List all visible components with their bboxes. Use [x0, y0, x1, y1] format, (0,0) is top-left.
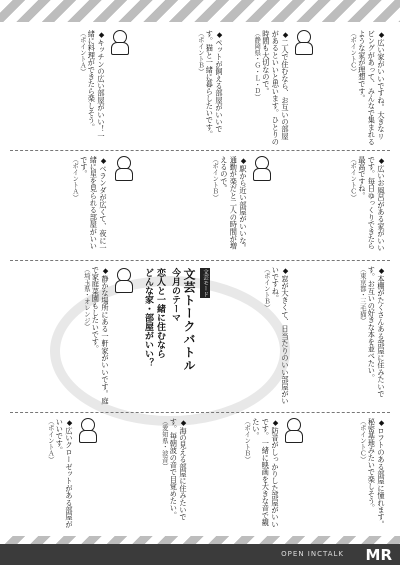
- reader-post: [296, 266, 386, 408]
- reader-post: [134, 30, 224, 146]
- post-text: ◆ベランダが広くて、夜に一緒に星を見られる部屋がいいです。: [79, 156, 108, 252]
- post-author: （ポイントＢ）: [262, 266, 271, 311]
- reader-post: [138, 156, 248, 256]
- top-stripe-border: [0, 0, 400, 22]
- post-text: ◆広い家がいいですね。大きなリビングがあって、みんなで集まれるような家が理想です。: [357, 30, 386, 146]
- post-author: （ポイントＣ）: [349, 30, 358, 75]
- page-body: [10, 26, 390, 532]
- post-author: （愛知県・波音）: [160, 418, 169, 470]
- post-text: ◆広いクローゼットがある部屋がいいです。: [55, 418, 74, 528]
- post-author: （ポイントＢ）: [196, 30, 205, 75]
- reader-post: [102, 418, 188, 528]
- footer-tag: OPEN INCTALK: [281, 550, 344, 558]
- post-text: ◆駅から近い部屋がいいな。通勤が楽だと二人の時間が増えるので。: [219, 156, 248, 252]
- post-author: （ポイントＣ）: [349, 156, 358, 201]
- reader-post: [14, 418, 74, 528]
- post-text: ◆防音がしっかりした部屋がいいです。一緒に映画を大きな音で観たい。: [251, 418, 280, 528]
- avatar: [252, 156, 270, 180]
- post-author: （東京都・三毛猫）: [358, 266, 367, 324]
- post-text: ◆ロフトのある部屋に憧れます。秘密基地みたいで楽しそう。: [367, 418, 386, 528]
- reader-post-band-2: [10, 152, 390, 261]
- reader-post: [194, 418, 280, 528]
- feature-title: 文芸トークバトル: [182, 268, 196, 372]
- avatar: [114, 268, 132, 292]
- post-author: （ポイントＢ）: [211, 156, 220, 201]
- post-author: （ポイントＡ）: [71, 156, 80, 201]
- post-author: （ポイントＡ）: [46, 418, 55, 463]
- bottom-stripe-border: [0, 536, 400, 544]
- footer-logo: MR: [365, 546, 392, 564]
- feature-question-line-2: どんな家・部屋がいい？: [143, 268, 153, 367]
- post-author: （静岡県・Ｇ・Ｌ・Ｄ）: [253, 30, 262, 101]
- avatar: [78, 418, 96, 442]
- reader-post: [14, 266, 110, 408]
- avatar: [284, 418, 302, 442]
- feature-series-label: 文芸モード: [202, 269, 208, 297]
- feature-question-line-1: 恋人と一緒に住むなら: [155, 268, 165, 358]
- reader-post-band-3: [10, 262, 390, 413]
- reader-post-band-4: [10, 414, 390, 532]
- post-text: ◆静かな場所にある一軒家がいいです。庭で家庭菜園もしたいです。: [91, 266, 110, 405]
- feature-theme-label: 今月のテーマ: [170, 268, 180, 322]
- post-text: ◆ペットが飼える部屋がいいです。猫と一緒に暮らしたいです。: [205, 30, 224, 138]
- post-author: （ポイントＢ）: [243, 418, 252, 463]
- post-author: （ポイントＡ）: [78, 30, 87, 75]
- feature-banner: [142, 262, 212, 402]
- avatar: [110, 30, 128, 54]
- post-text: ◆キッチンの広い部屋がいい！一緒に料理ができたら楽しそう。: [87, 30, 106, 140]
- post-author: （ポイントＣ）: [358, 418, 367, 463]
- reader-post: [316, 30, 386, 146]
- reader-post: [276, 156, 386, 256]
- post-author: （埼玉県・オレンジ）: [82, 266, 91, 330]
- reader-post: [14, 156, 108, 256]
- reader-post: [306, 418, 386, 528]
- post-text: ◆二人で住むなら、お互いの部屋があるといいと思います。ひとりの時間も大切なので。: [261, 30, 290, 146]
- post-text: ◆広いお風呂がある家がいいです。毎日ゆっくりできたら最高ですね。: [357, 156, 386, 252]
- page-footer: [0, 544, 400, 565]
- reader-post: [230, 30, 290, 146]
- post-text: ◆窓が大きくて、日当たりのいい部屋がいいですね。: [271, 266, 290, 405]
- reader-post-band-1: [10, 26, 390, 151]
- reader-post: [16, 30, 106, 146]
- post-text: ◆海の見える部屋に住みたいです。毎朝波の音で目覚めたい。: [169, 418, 188, 521]
- avatar: [114, 156, 132, 180]
- reader-post: [250, 266, 290, 408]
- post-text: ◆本棚がたくさんある部屋に住みたいです。お互いの好きな本を並べたい。: [367, 266, 386, 398]
- avatar: [294, 30, 312, 54]
